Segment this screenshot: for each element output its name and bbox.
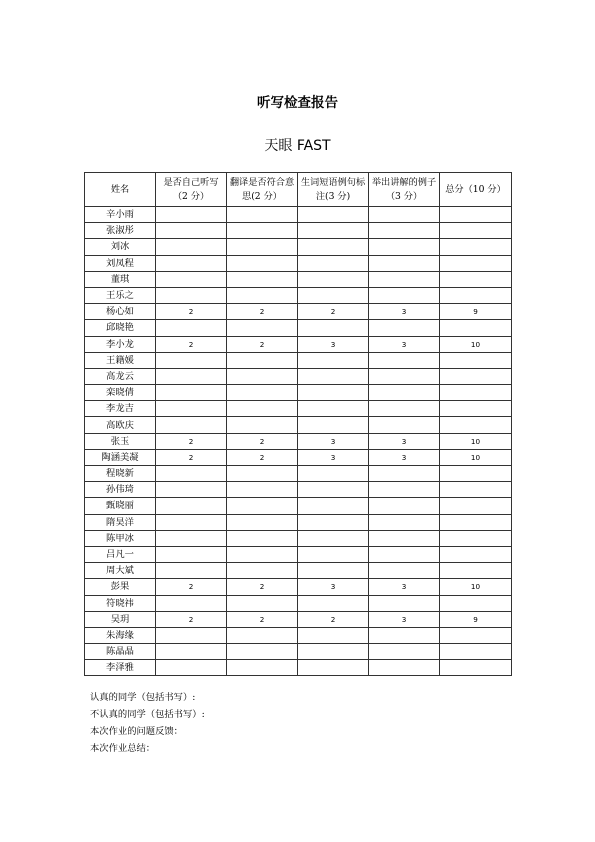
student-name: 陈甲冰 (85, 530, 156, 546)
score-explained-examples (369, 482, 440, 498)
score-vocab-examples (298, 417, 369, 433)
score-vocab-examples (298, 644, 369, 660)
table-row (85, 336, 512, 352)
score-translation (227, 368, 298, 384)
score-translation (227, 255, 298, 271)
score-explained-examples (369, 385, 440, 401)
score-self-dictation (156, 385, 227, 401)
score-total (440, 417, 512, 433)
score-translation (227, 595, 298, 611)
student-name: 李小龙 (85, 336, 156, 352)
score-self-dictation (156, 482, 227, 498)
score-table-header (85, 173, 512, 207)
score-translation (227, 514, 298, 530)
header-self-dictation: 是否自己听写（2 分） (156, 173, 227, 207)
table-row (85, 239, 512, 255)
score-explained-examples (369, 287, 440, 303)
score-explained-examples (369, 417, 440, 433)
table-row (85, 563, 512, 579)
report-title: 听写检查报告 (257, 95, 338, 111)
score-vocab-examples (298, 320, 369, 336)
score-translation (227, 546, 298, 562)
score-translation (227, 482, 298, 498)
score-vocab-examples (298, 239, 369, 255)
score-explained-examples (369, 660, 440, 676)
score-self-dictation: 2 (156, 611, 227, 627)
score-vocab-examples (298, 660, 369, 676)
table-row (85, 433, 512, 449)
score-explained-examples: 3 (369, 449, 440, 465)
score-translation: 2 (227, 304, 298, 320)
score-vocab-examples (298, 223, 369, 239)
score-total: 10 (440, 449, 512, 465)
student-name: 高龙云 (85, 368, 156, 384)
score-total (440, 595, 512, 611)
score-vocab-examples (298, 595, 369, 611)
table-row (85, 644, 512, 660)
score-total (440, 223, 512, 239)
score-total (440, 530, 512, 546)
table-row (85, 320, 512, 336)
score-vocab-examples (298, 498, 369, 514)
score-translation (227, 466, 298, 482)
student-name: 隋昊洋 (85, 514, 156, 530)
score-explained-examples (369, 514, 440, 530)
score-explained-examples (369, 401, 440, 417)
score-vocab-examples: 2 (298, 304, 369, 320)
score-total (440, 385, 512, 401)
score-total (440, 320, 512, 336)
score-vocab-examples (298, 627, 369, 643)
score-vocab-examples (298, 401, 369, 417)
table-row (85, 498, 512, 514)
student-name: 杨心如 (85, 304, 156, 320)
score-explained-examples: 3 (369, 336, 440, 352)
score-translation (227, 563, 298, 579)
student-name: 吴玥 (85, 611, 156, 627)
score-translation (227, 644, 298, 660)
score-vocab-examples (298, 546, 369, 562)
student-name: 辛小雨 (85, 207, 156, 223)
score-self-dictation (156, 660, 227, 676)
header-explained-examples: 举出讲解的例子（3 分） (369, 173, 440, 207)
score-explained-examples (369, 644, 440, 660)
score-vocab-examples (298, 368, 369, 384)
score-self-dictation (156, 368, 227, 384)
score-explained-examples (369, 207, 440, 223)
table-row (85, 611, 512, 627)
student-name: 符晓祎 (85, 595, 156, 611)
score-explained-examples (369, 498, 440, 514)
score-total (440, 498, 512, 514)
score-vocab-examples (298, 352, 369, 368)
score-total (440, 271, 512, 287)
table-row (85, 207, 512, 223)
report-footer (90, 689, 205, 757)
score-self-dictation: 2 (156, 304, 227, 320)
score-self-dictation (156, 595, 227, 611)
table-row (85, 385, 512, 401)
score-self-dictation (156, 466, 227, 482)
score-self-dictation (156, 239, 227, 255)
score-vocab-examples (298, 482, 369, 498)
score-translation (227, 660, 298, 676)
score-self-dictation (156, 417, 227, 433)
score-explained-examples (369, 530, 440, 546)
table-row (85, 417, 512, 433)
score-translation (227, 287, 298, 303)
score-total: 9 (440, 611, 512, 627)
table-row (85, 627, 512, 643)
score-explained-examples: 3 (369, 304, 440, 320)
score-total (440, 627, 512, 643)
table-row (85, 546, 512, 562)
score-total (440, 287, 512, 303)
footer-summary: 本次作业总结： (90, 743, 156, 754)
student-name: 陶涵美凝 (85, 449, 156, 465)
score-vocab-examples: 2 (298, 611, 369, 627)
score-total: 10 (440, 579, 512, 595)
student-name: 吕凡一 (85, 546, 156, 562)
table-row (85, 514, 512, 530)
score-vocab-examples: 3 (298, 336, 369, 352)
score-explained-examples (369, 563, 440, 579)
table-row (85, 449, 512, 465)
score-total (440, 239, 512, 255)
score-total (440, 546, 512, 562)
student-name: 王籍媛 (85, 352, 156, 368)
table-row (85, 271, 512, 287)
score-total (440, 514, 512, 530)
score-vocab-examples: 3 (298, 449, 369, 465)
score-translation (227, 207, 298, 223)
score-explained-examples (369, 546, 440, 562)
header-row (85, 173, 512, 207)
score-self-dictation (156, 287, 227, 303)
score-self-dictation (156, 207, 227, 223)
score-explained-examples (369, 223, 440, 239)
score-self-dictation (156, 401, 227, 417)
score-vocab-examples: 3 (298, 433, 369, 449)
student-name: 朱海缘 (85, 627, 156, 643)
score-translation (227, 352, 298, 368)
score-self-dictation (156, 530, 227, 546)
score-explained-examples (369, 271, 440, 287)
score-total (440, 368, 512, 384)
table-row (85, 530, 512, 546)
student-name: 张淑彤 (85, 223, 156, 239)
table-row (85, 368, 512, 384)
score-explained-examples (369, 255, 440, 271)
table-row (85, 482, 512, 498)
score-total: 10 (440, 336, 512, 352)
score-table (84, 172, 512, 676)
student-name: 李泽雅 (85, 660, 156, 676)
score-self-dictation (156, 546, 227, 562)
score-explained-examples: 3 (369, 433, 440, 449)
score-vocab-examples (298, 530, 369, 546)
student-name: 邱晓艳 (85, 320, 156, 336)
score-total (440, 563, 512, 579)
footer-feedback: 本次作业的问题反馈： (90, 726, 183, 737)
score-total (440, 207, 512, 223)
table-row (85, 223, 512, 239)
table-row (85, 352, 512, 368)
score-self-dictation (156, 271, 227, 287)
score-total (440, 352, 512, 368)
report-subtitle: 天眼 FAST (264, 138, 331, 154)
score-explained-examples (369, 352, 440, 368)
score-self-dictation (156, 498, 227, 514)
score-self-dictation (156, 223, 227, 239)
score-total (440, 482, 512, 498)
score-vocab-examples (298, 255, 369, 271)
score-vocab-examples (298, 514, 369, 530)
score-explained-examples (369, 595, 440, 611)
score-total (440, 466, 512, 482)
score-total: 9 (440, 304, 512, 320)
score-translation (227, 417, 298, 433)
score-vocab-examples (298, 207, 369, 223)
score-vocab-examples (298, 466, 369, 482)
score-self-dictation: 2 (156, 579, 227, 595)
score-self-dictation (156, 514, 227, 530)
score-translation: 2 (227, 611, 298, 627)
student-name: 李龙吉 (85, 401, 156, 417)
table-row (85, 595, 512, 611)
score-translation (227, 239, 298, 255)
score-translation: 2 (227, 449, 298, 465)
score-explained-examples (369, 320, 440, 336)
student-name: 陈晶晶 (85, 644, 156, 660)
score-vocab-examples (298, 287, 369, 303)
score-self-dictation: 2 (156, 449, 227, 465)
student-name: 高欧庆 (85, 417, 156, 433)
table-row (85, 287, 512, 303)
student-name: 周大斌 (85, 563, 156, 579)
student-name: 王乐之 (85, 287, 156, 303)
score-self-dictation (156, 627, 227, 643)
footer-diligent-students: 认真的同学（包括书写）: (90, 692, 196, 703)
score-vocab-examples (298, 563, 369, 579)
score-translation (227, 401, 298, 417)
score-total (440, 644, 512, 660)
score-translation: 2 (227, 336, 298, 352)
score-self-dictation (156, 644, 227, 660)
student-name: 孙伟琦 (85, 482, 156, 498)
table-row (85, 579, 512, 595)
score-translation (227, 627, 298, 643)
score-translation (227, 498, 298, 514)
score-explained-examples (369, 239, 440, 255)
score-table-body (85, 207, 512, 676)
score-vocab-examples: 3 (298, 579, 369, 595)
student-name: 刘凤程 (85, 255, 156, 271)
student-name: 张玉 (85, 433, 156, 449)
score-translation (227, 530, 298, 546)
score-total (440, 401, 512, 417)
header-vocab-examples: 生词短语例句标注(3 分) (298, 173, 369, 207)
score-vocab-examples (298, 385, 369, 401)
score-explained-examples (369, 627, 440, 643)
footer-careless-students: 不认真的同学（包括书写）: (90, 709, 205, 720)
table-row (85, 660, 512, 676)
score-total (440, 255, 512, 271)
student-name: 董琪 (85, 271, 156, 287)
student-name: 甄晓丽 (85, 498, 156, 514)
header-total: 总分（10 分） (440, 173, 512, 207)
score-self-dictation: 2 (156, 433, 227, 449)
score-translation (227, 271, 298, 287)
student-name: 栾晓倩 (85, 385, 156, 401)
student-name: 刘冰 (85, 239, 156, 255)
score-self-dictation (156, 320, 227, 336)
score-total: 10 (440, 433, 512, 449)
score-total (440, 660, 512, 676)
table-row (85, 255, 512, 271)
score-translation (227, 385, 298, 401)
score-translation (227, 223, 298, 239)
score-self-dictation (156, 352, 227, 368)
header-name: 姓名 (85, 173, 156, 207)
student-name: 彭果 (85, 579, 156, 595)
score-self-dictation: 2 (156, 336, 227, 352)
score-explained-examples (369, 368, 440, 384)
score-translation (227, 320, 298, 336)
table-row (85, 401, 512, 417)
student-name: 程晓新 (85, 466, 156, 482)
score-vocab-examples (298, 271, 369, 287)
score-explained-examples (369, 466, 440, 482)
table-row (85, 466, 512, 482)
score-translation: 2 (227, 433, 298, 449)
score-translation: 2 (227, 579, 298, 595)
score-explained-examples: 3 (369, 611, 440, 627)
score-explained-examples: 3 (369, 579, 440, 595)
header-translation: 翻译是否符合意思(2 分） (227, 173, 298, 207)
score-self-dictation (156, 255, 227, 271)
table-row (85, 304, 512, 320)
score-self-dictation (156, 563, 227, 579)
